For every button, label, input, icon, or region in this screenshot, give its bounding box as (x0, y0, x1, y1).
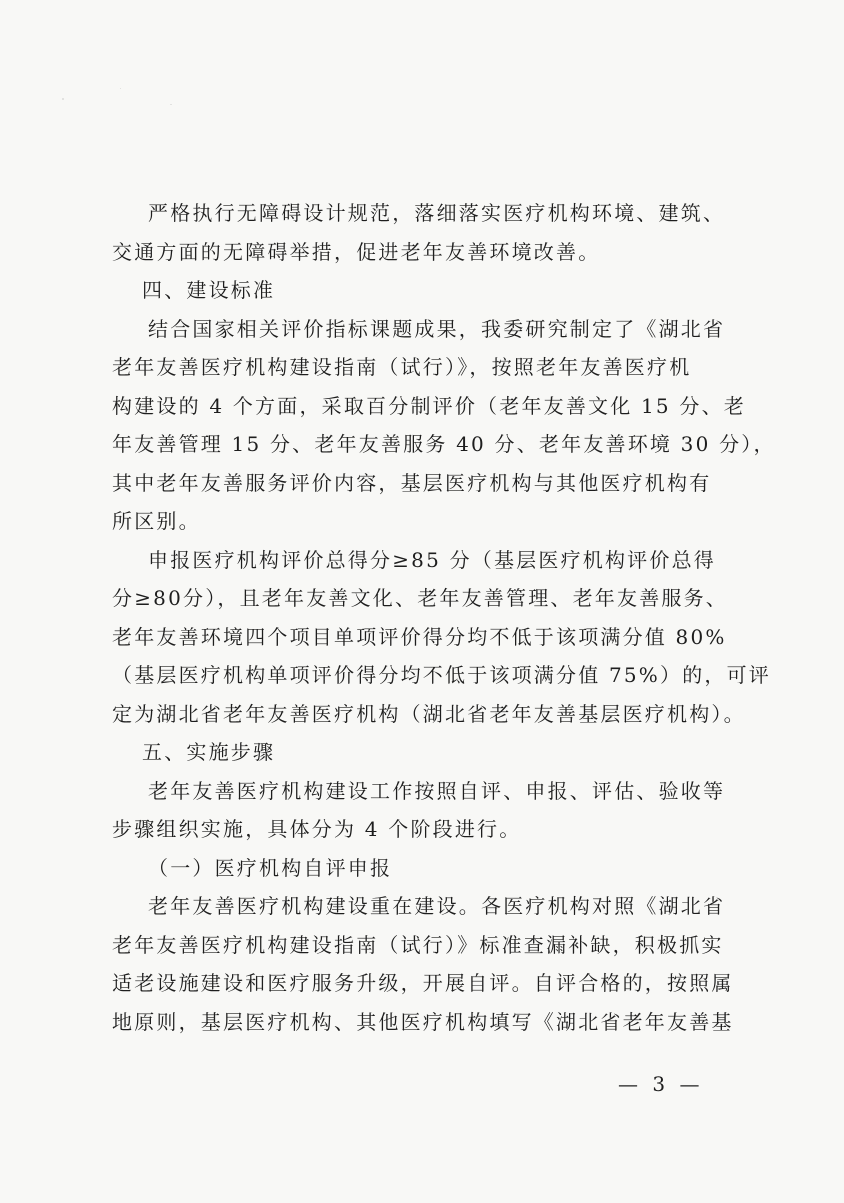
document-body (112, 194, 776, 1041)
section-heading-5: 五、实施步骤 (142, 740, 276, 764)
paragraph-line: 老年友善医疗机构建设指南（试行）》标准查漏补缺，积极抓实 (112, 932, 724, 957)
paragraph-line: （基层医疗机构单项评价得分均不低于该项满分值 75%）的，可评 (112, 663, 772, 687)
paragraph-line: 步骤组织实施，具体分为 4 个阶段进行。 (112, 817, 522, 841)
paragraph-line: 老年友善医疗机构建设重在建设。各医疗机构对照《湖北省 (148, 894, 726, 918)
paragraph-line: 分≥80分），且老年友善文化、老年友善管理、老年友善服务、 (112, 586, 729, 610)
paragraph-line: 适老设施建设和医疗服务升级，开展自评。自评合格的，按照属 (112, 971, 734, 995)
paragraph-line: 所区别。 (112, 509, 201, 533)
paragraph-line: 申报医疗机构评价总得分≥85 分（基层医疗机构评价总得 (148, 547, 716, 572)
subsection-heading-1: （一）医疗机构自评申报 (148, 855, 393, 880)
paragraph-line: 交通方面的无障碍举措，促进老年友善环境改善。 (112, 239, 601, 264)
paragraph-line: 其中老年友善服务评价内容，基层医疗机构与其他医疗机构有 (112, 470, 712, 495)
paragraph-line: 老年友善医疗机构建设工作按照自评、申报、评估、验收等 (148, 778, 726, 803)
page-number: — 3 — (618, 1072, 704, 1096)
paragraph-line: 年友善管理 15 分、老年友善服务 40 分、老年友善环境 30 分）， (112, 432, 776, 456)
paragraph-line: 地原则，基层医疗机构、其他医疗机构填写《湖北省老年友善基 (112, 1009, 734, 1034)
paragraph-line: 严格执行无障碍设计规范，落细落实医疗机构环境、建筑、 (148, 201, 726, 225)
paragraph-line: 老年友善医疗机构建设指南（试行）》，按照老年友善医疗机 (112, 355, 692, 379)
scan-speck (170, 104, 172, 105)
paragraph-line: 构建设的 4 个方面，采取百分制评价（老年友善文化 15 分、老 (112, 393, 747, 418)
paragraph-line: 老年友善环境四个项目单项评价得分均不低于该项满分值 80% (112, 624, 727, 649)
paragraph-line: 定为湖北省老年友善医疗机构（湖北省老年友善基层医疗机构）。 (112, 701, 746, 726)
scan-speck (120, 88, 121, 89)
paragraph-line: 结合国家相关评价指标课题成果，我委研究制定了《湖北省 (148, 316, 726, 341)
section-heading-4: 四、建设标准 (142, 278, 276, 302)
scan-speck (62, 98, 64, 100)
